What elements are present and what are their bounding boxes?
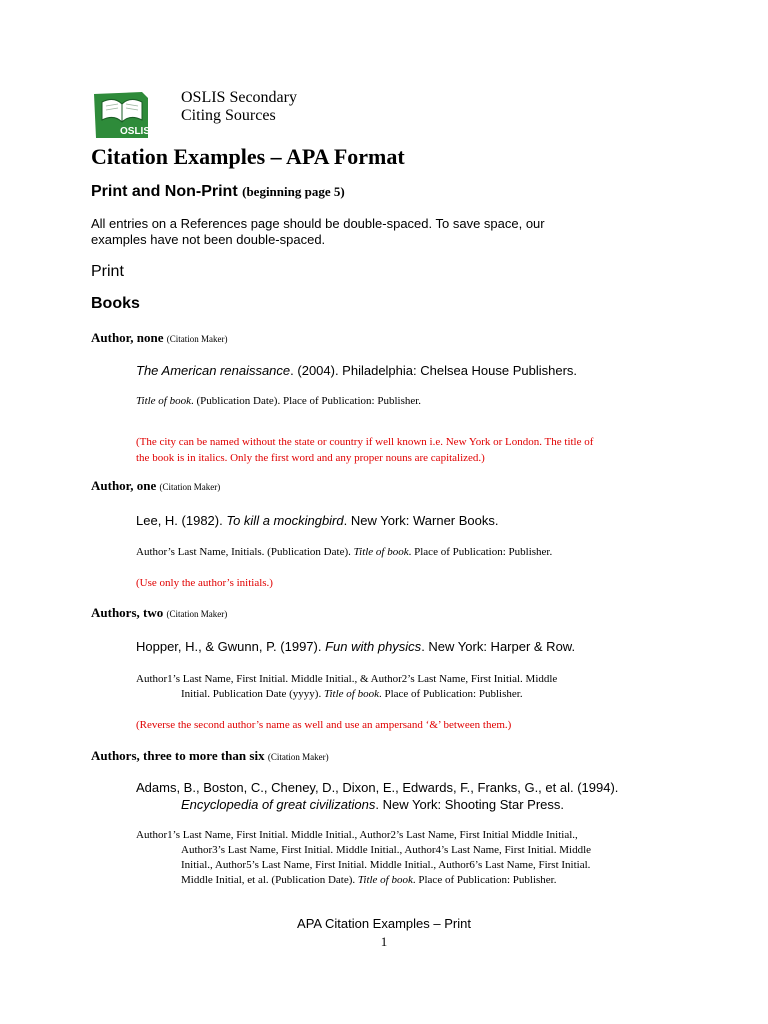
- books-heading: Books: [91, 295, 140, 312]
- format-title: Title of book: [323, 688, 379, 700]
- site-title: [181, 89, 297, 125]
- format-authors-three-line3: Initial., Author5’s Last Name, First Initial. Middle Initial., Author6’s Last Name, First Initial.: [181, 859, 591, 871]
- format-author-none: [136, 395, 421, 407]
- category-author-none: [91, 330, 227, 346]
- category-author-one: [91, 478, 220, 494]
- note-line2: the book is in italics. Only the first word and any proper nouns are capitalized.): [136, 452, 485, 464]
- example-rest: . New York: Shooting Star Press.: [375, 797, 564, 812]
- format-pre: Author’s Last Name, Initials. (Publication Date).: [136, 546, 354, 558]
- example-authors-three-line2: [181, 797, 564, 812]
- note-line1: (The city can be named without the state or country if well known i.e. New York or London. The title of: [136, 436, 594, 448]
- example-rest: . (2004). Philadelphia: Chelsea House Publishers.: [290, 363, 578, 378]
- format-rest: . (Publication Date). Place of Publication: Publisher.: [191, 395, 422, 407]
- citation-maker-link[interactable]: (Citation Maker): [267, 752, 329, 762]
- example-title: Fun with physics: [325, 639, 422, 654]
- example-rest: . New York: Harper & Row.: [421, 639, 576, 654]
- format-authors-three-line1: Author1’s Last Name, First Initial. Middle Initial., Author2’s Last Name, First Initial Middle Initial.,: [136, 829, 578, 841]
- category-label: Author, none: [91, 330, 164, 345]
- example-author-none: [136, 363, 577, 378]
- citation-maker-link[interactable]: (Citation Maker): [159, 482, 221, 492]
- print-heading: Print: [91, 263, 124, 280]
- format-authors-three-line2: Author3’s Last Name, First Initial. Middle Initial., Author4’s Last Name, First Initial. Middle: [181, 844, 592, 856]
- document-title: Citation Examples – APA Format: [91, 144, 405, 169]
- format-authors-three-line4: [181, 874, 556, 886]
- citation-maker-link[interactable]: (Citation Maker): [166, 334, 228, 344]
- format-title: Title of book: [136, 395, 191, 407]
- format-rest: . Place of Publication: Publisher.: [412, 874, 557, 886]
- format-rest: . Place of Publication: Publisher.: [408, 546, 553, 558]
- section-heading: [91, 183, 345, 201]
- example-title: To kill a mockingbird: [226, 513, 344, 528]
- site-title-line1: OSLIS Secondary: [181, 89, 297, 106]
- intro-paragraph: All entries on a References page should be double-spaced. To save space, our examples have not been double-spaced.: [91, 216, 545, 247]
- note-author-one: (Use only the author’s initials.): [136, 577, 273, 589]
- page-number: 1: [380, 934, 388, 949]
- footer-title: APA Citation Examples – Print: [297, 916, 471, 931]
- format-pre: Initial. Publication Date (yyyy).: [181, 688, 324, 700]
- format-authors-two-line2: [181, 688, 523, 700]
- oslis-logo: [92, 90, 158, 142]
- example-authors-two: [136, 639, 575, 654]
- format-authors-two-line1: Author1’s Last Name, First Initial. Middle Initial., & Author2’s Last Name, First Initial. Middle: [136, 673, 558, 685]
- logo-text: OSLIS: [120, 126, 151, 137]
- example-pre: Hopper, H., & Gwunn, P. (1997).: [136, 639, 326, 654]
- format-author-one: [136, 546, 552, 558]
- section-subtitle: (beginning page 5): [242, 184, 345, 199]
- format-rest: . Place of Publication: Publisher.: [378, 688, 523, 700]
- format-title: Title of book: [357, 874, 413, 886]
- category-label: Authors, two: [91, 605, 164, 620]
- example-pre: Lee, H. (1982).: [136, 513, 227, 528]
- example-authors-three-line1: Adams, B., Boston, C., Cheney, D., Dixon, E., Edwards, F., Franks, G., et al. (1994).: [136, 780, 619, 795]
- citation-maker-link[interactable]: (Citation Maker): [166, 609, 228, 619]
- note-authors-two: (Reverse the second author’s name as well and use an ampersand ‘&’ between them.): [136, 719, 512, 731]
- format-title: Title of book: [353, 546, 409, 558]
- category-authors-three-plus: [91, 748, 329, 764]
- example-rest: . New York: Warner Books.: [343, 513, 499, 528]
- example-title: The American renaissance: [136, 363, 291, 378]
- example-title: Encyclopedia of great civilizations: [181, 797, 376, 812]
- example-author-one: [136, 513, 498, 528]
- site-title-line2: Citing Sources: [181, 107, 276, 124]
- category-label: Author, one: [91, 478, 157, 493]
- format-pre: Middle Initial, et al. (Publication Date).: [181, 874, 358, 886]
- category-authors-two: [91, 605, 227, 621]
- section-title: Print and Non-Print: [91, 183, 238, 200]
- category-label: Authors, three to more than six: [91, 748, 265, 763]
- note-author-none: [136, 434, 593, 466]
